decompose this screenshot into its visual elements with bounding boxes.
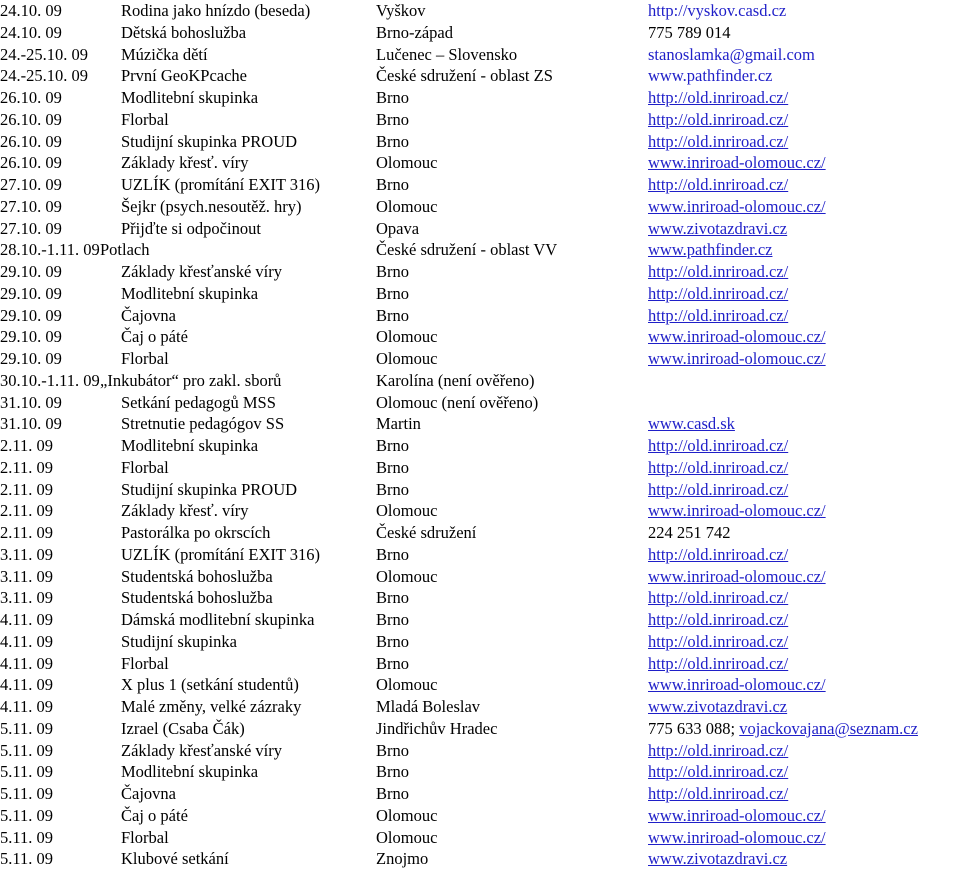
event-place: Martin [376,414,421,434]
contact-link[interactable]: www.zivotazdravi.cz [648,697,788,716]
contact-phone: 775 789 014 [648,22,731,42]
contact-link[interactable]: http://old.inriroad.cz/ [648,175,789,194]
event-date: 5.11. 09 [0,827,54,847]
contact-cell [648,326,826,348]
event-title: Florbal [121,457,169,477]
event-place: Olomouc [376,566,438,586]
contact-cell [648,479,788,501]
event-title: Čajovna [121,305,176,325]
event-title: UZLÍK (promítání EXIT 316) [121,175,321,194]
event-place: Olomouc [376,805,438,825]
event-date: 29.10. 09 [0,305,62,325]
event-date: 26.10. 09 [0,153,62,173]
event-place: Vyškov [376,1,426,20]
contact-link[interactable]: www.inriroad-olomouc.cz/ [648,349,826,368]
event-date: 29.10. 09 [0,262,62,281]
event-title: Modlitební skupinka [121,283,259,303]
event-date: 4.11. 09 [0,697,54,716]
event-title: Florbal [121,349,169,368]
table-row [0,848,960,870]
event-date: 2.11. 09 [0,523,54,542]
contact-link[interactable]: http://old.inriroad.cz/ [648,131,789,151]
event-place: Brno [376,544,409,564]
table-row [0,174,960,196]
contact-cell [648,413,735,435]
table-row [0,65,960,87]
event-date: 28.10.-1.11. 09 [0,240,100,260]
table-row [0,435,960,457]
event-date: 3.11. 09 [0,544,54,564]
contact-link[interactable]: http://old.inriroad.cz/ [648,631,789,651]
contact-phone: 224 251 742 [648,523,731,542]
contact-link[interactable]: www.casd.sk [648,414,735,434]
table-row [0,392,960,414]
event-title: Klubové setkání [121,849,229,869]
contact-cell [648,239,772,261]
table-row [0,348,960,370]
contact-link[interactable]: http://old.inriroad.cz/ [648,762,789,782]
contact-cell [648,587,788,609]
table-row [0,196,960,218]
event-date: 5.11. 09 [0,784,54,803]
table-row [0,761,960,783]
contact-cell [648,348,826,370]
contact-cell [648,131,788,153]
event-title: Modlitební skupinka [121,762,259,782]
contact-link[interactable]: www.inriroad-olomouc.cz/ [648,675,826,695]
event-place: Opava [376,218,420,238]
event-place: Brno [376,109,409,129]
contact-cell [648,261,788,283]
event-place: Lučenec – Slovensko [376,44,518,64]
contact-link[interactable]: http://vyskov.casd.cz [648,1,787,20]
table-row [0,587,960,609]
event-title: Základy křesť. víry [121,501,249,521]
event-title: Múzička dětí [121,44,208,64]
event-place: Olomouc [376,349,438,368]
contact-cell [648,718,918,740]
event-place: Brno [376,131,409,151]
table-row [0,522,960,544]
event-place: Olomouc [376,327,438,347]
table-row [0,22,960,44]
contact-link[interactable]: www.inriroad-olomouc.cz/ [648,196,826,216]
event-title: Modlitební skupinka [121,436,259,455]
contact-cell [648,218,787,240]
event-place: Brno [376,262,409,281]
event-date: 5.11. 09 [0,740,54,760]
contact-link[interactable]: www.inriroad-olomouc.cz/ [648,805,826,825]
contact-cell [648,566,826,588]
event-date: 5.11. 09 [0,718,54,738]
event-place: Brno-západ [376,22,453,42]
event-place: Znojmo [376,849,429,869]
event-date: 3.11. 09 [0,566,54,586]
contact-cell [648,435,788,457]
event-date: 26.10. 09 [0,88,62,107]
event-title: Dětská bohoslužba [121,22,247,42]
event-place: Brno [376,653,409,673]
contact-link[interactable]: www.pathfinder.cz [648,66,773,86]
contact-cell [648,827,826,849]
table-row [0,500,960,522]
contact-cell [648,500,826,522]
event-place: Brno [376,175,409,194]
event-date: 2.11. 09 [0,457,54,477]
contact-cell [648,305,788,327]
event-place: Olomouc (není ověřeno) [376,392,539,412]
contact-cell [648,44,815,66]
event-place: Olomouc [376,827,438,847]
contact-link[interactable]: http://old.inriroad.cz/ [648,653,789,673]
table-row [0,218,960,240]
event-date: 4.11. 09 [0,675,54,695]
event-title: Šejkr (psych.nesoutěž. hry) [121,196,302,216]
table-row [0,457,960,479]
event-date: 24.-25.10. 09 [0,66,88,86]
contact-link[interactable]: www.inriroad-olomouc.cz/ [648,153,826,173]
event-title: Čajovna [121,784,176,803]
table-row [0,0,960,22]
event-title: Pastorálka po okrscích [121,523,271,542]
contact-link[interactable]: www.pathfinder.cz [648,240,773,260]
event-date: 29.10. 09 [0,283,62,303]
event-title: Čaj o páté [121,805,188,825]
contact-cell [648,783,788,805]
event-place: Brno [376,631,409,651]
event-title: Čaj o páté [121,327,188,347]
table-row [0,827,960,849]
contact-cell [648,87,788,109]
contact-cell [648,174,788,196]
contact-link[interactable]: www.inriroad-olomouc.cz/ [648,566,826,586]
contact-link[interactable]: www.inriroad-olomouc.cz/ [648,827,826,847]
event-place: Brno [376,762,409,782]
event-date: 27.10. 09 [0,218,62,238]
contact-phone: 775 633 088; [648,718,740,738]
contact-link[interactable]: http://old.inriroad.cz/ [648,784,789,803]
event-title: Studijní skupinka PROUD [121,479,298,499]
contact-email-link[interactable]: vojackovajana@seznam.cz [739,718,918,738]
event-date: 27.10. 09 [0,175,62,194]
event-title: UZLÍK (promítání EXIT 316) [121,544,321,564]
table-row [0,370,960,392]
table-row [0,326,960,348]
event-date: 5.11. 09 [0,762,54,782]
contact-cell [648,152,826,174]
event-title: Modlitební skupinka [121,88,259,107]
contact-cell [648,109,788,131]
table-row [0,305,960,327]
contact-cell [648,65,772,87]
contact-cell [648,0,786,22]
table-row [0,740,960,762]
event-title: Dámská modlitební skupinka [121,610,315,629]
event-title: Základy křesťanské víry [121,262,282,281]
contact-link[interactable]: www.zivotazdravi.cz [648,218,788,238]
contact-link[interactable]: http://old.inriroad.cz/ [648,88,789,107]
table-row [0,783,960,805]
event-place: České sdružení - oblast ZS [376,66,553,86]
contact-cell [648,544,788,566]
event-title: Setkání pedagogů MSS [121,392,276,412]
event-date: 4.11. 09 [0,653,54,673]
event-date: 27.10. 09 [0,196,62,216]
event-title: Základy křesťanské víry [121,740,282,760]
contact-link[interactable]: http://old.inriroad.cz/ [648,457,789,477]
event-date: 3.11. 09 [0,588,54,608]
table-row [0,413,960,435]
table-row [0,609,960,631]
contact-cell [648,653,788,675]
contact-link[interactable]: http://old.inriroad.cz/ [648,588,789,608]
table-row [0,131,960,153]
event-place: Olomouc [376,153,438,173]
event-title: Florbal [121,653,169,673]
event-place: Olomouc [376,196,438,216]
event-title: Přijďte si odpočinout [121,218,261,238]
table-row [0,44,960,66]
contact-link[interactable]: www.inriroad-olomouc.cz/ [648,501,826,521]
table-row [0,544,960,566]
table-row [0,283,960,305]
table-row [0,261,960,283]
table-row [0,479,960,501]
event-date: 29.10. 09 [0,327,62,347]
event-date: 2.11. 09 [0,436,54,455]
event-place: Brno [376,283,409,303]
table-row [0,87,960,109]
event-title: Studentská bohoslužba [121,588,273,608]
contact-cell [648,848,787,870]
event-title: Izrael (Csaba Čák) [121,718,245,738]
table-row [0,696,960,718]
contact-link[interactable]: http://old.inriroad.cz/ [648,610,789,629]
event-title: Studentská bohoslužba [121,566,273,586]
event-date: 4.11. 09 [0,610,54,629]
event-place: Brno [376,457,409,477]
event-date: 31.10. 09 [0,392,62,412]
table-row [0,109,960,131]
event-title: Florbal [121,827,169,847]
contact-cell [648,457,788,479]
event-date: 5.11. 09 [0,805,54,825]
event-date: 30.10.-1.11. 09 [0,370,100,390]
event-title: Potlach [100,240,150,260]
event-place: Brno [376,479,409,499]
event-place: Mladá Boleslav [376,697,481,716]
table-row [0,805,960,827]
event-place: Brno [376,305,409,325]
event-title: Studijní skupinka [121,631,237,651]
table-row [0,653,960,675]
contact-cell [648,283,788,305]
contact-cell [648,674,826,696]
contact-cell [648,761,788,783]
contact-cell [648,805,826,827]
table-row [0,566,960,588]
event-date: 2.11. 09 [0,479,54,499]
event-title: Rodina jako hnízdo (beseda) [121,1,311,20]
event-date: 2.11. 09 [0,501,54,521]
contact-link[interactable]: http://old.inriroad.cz/ [648,305,789,325]
contact-link[interactable]: http://old.inriroad.cz/ [648,109,789,129]
contact-link[interactable]: stanoslamka@gmail.com [648,44,815,64]
contact-link[interactable]: www.inriroad-olomouc.cz/ [648,327,826,347]
contact-link[interactable]: http://old.inriroad.cz/ [648,544,789,564]
event-date: 31.10. 09 [0,414,62,434]
event-place: Olomouc [376,675,438,695]
event-date: 29.10. 09 [0,349,62,368]
event-title: Malé změny, velké zázraky [121,697,302,716]
event-title: „Inkubátor“ pro zakl. sborů [100,370,282,390]
table-row [0,674,960,696]
event-date: 4.11. 09 [0,631,54,651]
event-place: Jindřichův Hradec [376,718,498,738]
event-date: 24.-25.10. 09 [0,44,88,64]
event-place: Olomouc [376,501,438,521]
event-title: Základy křesť. víry [121,153,249,173]
contact-cell [648,696,787,718]
table-row [0,239,960,261]
event-title: Studijní skupinka PROUD [121,131,298,151]
contact-link[interactable]: http://old.inriroad.cz/ [648,262,789,281]
event-place: Karolína (není ověřeno) [376,370,535,390]
event-title: První GeoKPcache [121,66,248,86]
contact-link[interactable]: http://old.inriroad.cz/ [648,283,789,303]
event-place: Brno [376,88,409,107]
event-place: Brno [376,784,409,803]
event-date: 24.10. 09 [0,1,62,20]
event-title: Stretnutie pedagógov SS [121,414,285,434]
contact-link[interactable]: http://old.inriroad.cz/ [648,436,789,455]
event-date: 5.11. 09 [0,849,54,869]
event-place: Brno [376,610,409,629]
contact-link[interactable]: http://old.inriroad.cz/ [648,740,789,760]
event-date: 26.10. 09 [0,131,62,151]
event-title: Florbal [121,109,169,129]
event-date: 26.10. 09 [0,109,62,129]
event-place: České sdružení - oblast VV [376,240,558,260]
contact-cell [648,740,788,762]
table-row [0,718,960,740]
event-date: 24.10. 09 [0,22,62,42]
contact-cell [648,196,826,218]
contact-link[interactable]: www.zivotazdravi.cz [648,849,788,869]
event-place: Brno [376,740,409,760]
contact-cell [648,609,788,631]
table-row [0,631,960,653]
contact-link[interactable]: http://old.inriroad.cz/ [648,479,789,499]
event-place: České sdružení [376,523,477,542]
table-row [0,152,960,174]
event-place: Brno [376,436,409,455]
contact-cell [648,631,788,653]
event-title: X plus 1 (setkání studentů) [121,675,299,695]
event-place: Brno [376,588,409,608]
